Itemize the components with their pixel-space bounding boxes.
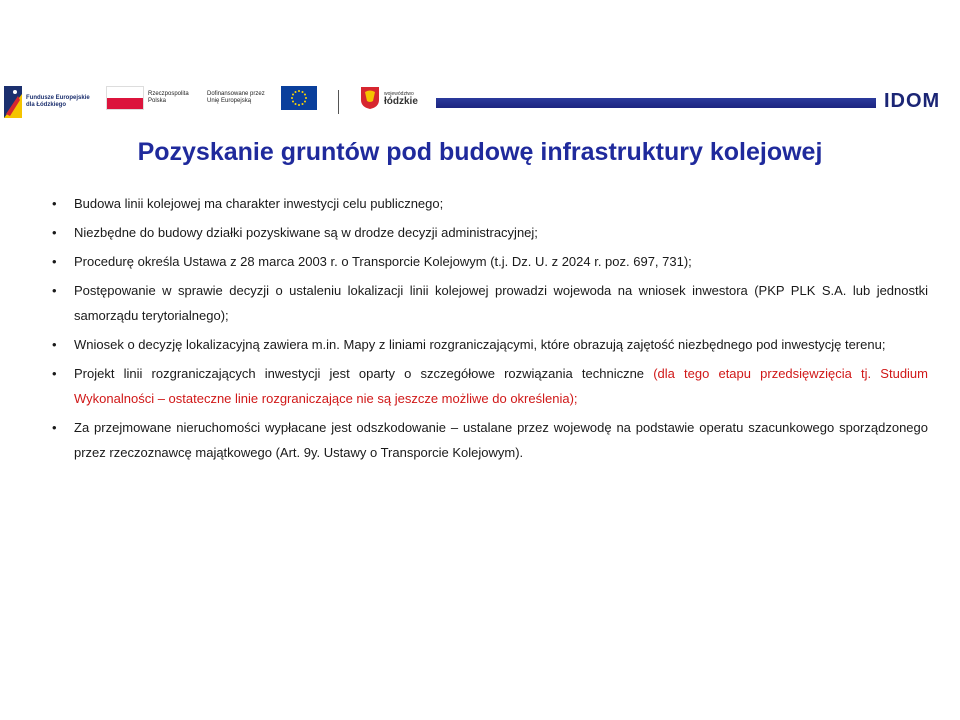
eu-line-2: Unię Europejską xyxy=(207,98,252,104)
bullet-red-note: (dla tego etapu przedsięwzięcia tj. Studium Wykonalności – ostateczne linie rozgraniczające nie są jeszcze możliwe do określenia); xyxy=(74,366,928,406)
fe-line-2: dla Łódzkiego xyxy=(26,102,67,108)
lodzkie-logo xyxy=(360,86,418,110)
bullet-text: Za przejmowane nieruchomości wypłacane jest odszkodowanie – ustalane przez wojewodę na podstawie operatu szacunkowego sporządzonego przez rzeczoznawcę majątkowego (Art. 9y. Ustawy o Transporcie Kolejowym). xyxy=(74,420,928,460)
rzeczpospolita-logo xyxy=(106,86,198,110)
polish-flag-icon xyxy=(106,86,144,110)
bullet-list xyxy=(52,191,928,469)
bullet-text: Postępowanie w sprawie decyzji o ustaleniu lokalizacji linii kolejowej prowadzi wojewoda na wniosek inwestora (PKP PLK S.A. lub jednostki samorządu terytorialnego); xyxy=(74,283,928,323)
bullet-item xyxy=(52,415,928,465)
eu-flag-icon xyxy=(281,86,317,110)
logo-header xyxy=(0,82,960,126)
idom-logo: IDOM xyxy=(884,90,941,112)
bullet-dot: • xyxy=(52,337,57,352)
bullet-item xyxy=(52,361,928,411)
bullet-item xyxy=(52,249,928,274)
bullet-dot: • xyxy=(52,366,57,381)
bullet-dot: • xyxy=(52,196,57,211)
lodzkie-small-text: województwo xyxy=(384,91,414,97)
bullet-item xyxy=(52,191,928,216)
rp-line-1: Rzeczpospolita xyxy=(148,91,189,97)
bullet-text: Wniosek o decyzję lokalizacyjną zawiera m.in. Mapy z liniami rozgraniczającymi, które obrazują zajętość niezbędnego pod inwestycję terenu; xyxy=(74,337,886,352)
eu-line-1: Dofinansowane przez xyxy=(207,91,265,97)
lodzkie-coat-of-arms-icon xyxy=(360,86,380,110)
slide-title: Pozyskanie gruntów pod budowę infrastruktury kolejowej xyxy=(137,138,823,166)
bullet-item xyxy=(52,220,928,245)
bullet-text: Procedurę określa Ustawa z 28 marca 2003 r. o Transporcie Kolejowym (t.j. Dz. U. z 2024 r. poz. 697, 731); xyxy=(74,254,692,269)
bullet-text: Projekt linii rozgraniczających inwestycji jest oparty o szczegółowe rozwiązania techniczne xyxy=(74,366,654,381)
bullet-text: Niezbędne do budowy działki pozyskiwane są w drodze decyzji administracyjnej; xyxy=(74,225,538,240)
fe-line-1: Fundusze Europejskie xyxy=(26,95,90,101)
rzeczpospolita-text xyxy=(148,91,198,105)
bullet-dot: • xyxy=(52,283,57,298)
eu-text xyxy=(207,91,277,105)
bullet-item xyxy=(52,278,928,328)
logo-divider xyxy=(338,90,339,114)
bullet-dot: • xyxy=(52,225,57,240)
bullet-dot: • xyxy=(52,420,57,435)
bullet-dot: • xyxy=(52,254,57,269)
fundusze-europejskie-mark-icon xyxy=(4,86,22,118)
rp-line-2: Polska xyxy=(148,98,167,104)
fundusze-europejskie-logo xyxy=(4,86,90,118)
header-blue-bar xyxy=(436,98,876,108)
lodzkie-big-text: łódzkie xyxy=(384,96,418,107)
eu-logo xyxy=(207,86,317,110)
fundusze-europejskie-text xyxy=(26,95,90,109)
bullet-text: Budowa linii kolejowej ma charakter inwestycji celu publicznego; xyxy=(74,196,444,211)
lodzkie-text xyxy=(384,90,418,106)
bullet-item xyxy=(52,332,928,357)
